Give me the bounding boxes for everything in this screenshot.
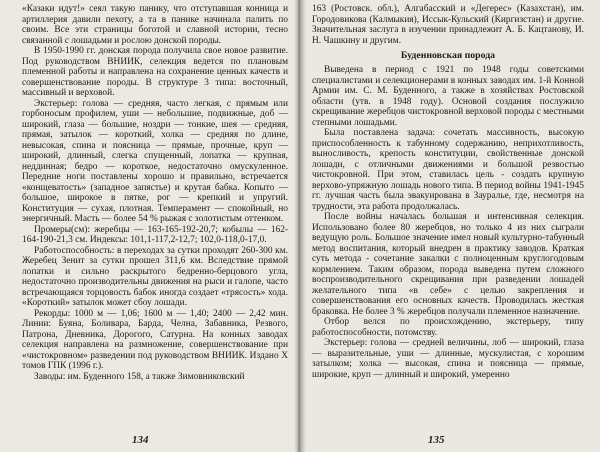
paragraph: Рекорды: 1000 м — 1,06; 1600 м — 1,40; 2400 — 2,42 мин. Линии: Буяна, Боливара, Барда, Челна, Забавника, Резвого, Патрона, Дневника, Дорогого, Сатурна. На конных заводах селекция направлена на размножение, совершенствование при «чистокровном» разведении под руководством ВНИИК. Издано Х томов ГПК (1996 г.). (22, 308, 288, 371)
paragraph: 163 (Ростовск. обл.), Алгабасский и «Дегерес» (Казахстан), им. Городовикова (Калмыкия), Иссык-Кульский (Киргизстан) и другие. Значительная заслуга в изучении принадлежит А. Б. Кацтанову, И. Н. Чашкину и другим. (312, 4, 584, 46)
paragraph: Экстерьер: голова — средней величины, лоб — широкий, глаза — выразительные, уши — длинные, мускулистая, с хорошим затылком; холка — высокая, спина и поясница — прямые, широкие, круп — длинный и широкий, умеренно (312, 338, 584, 380)
left-page (0, 0, 298, 452)
paragraph: Работоспособность: в переходах за сутки проходят 260-300 км. Жеребец Зенит за сутки прошел 311,6 км. Вследствие прямой лопатки и сильно раскрытого бедренно-берцового угла, недостаточно производительны движения на рыси и галопе, часто встречающаяся торцовость бабок иногда создает «трясость» хода. «Короткий» затылок может сбоу лошади. (22, 245, 288, 308)
right-page-text (312, 4, 584, 380)
left-page-text (22, 4, 288, 382)
section-heading: Буденновская порода (400, 50, 496, 61)
book-spine (294, 0, 306, 452)
right-page (300, 0, 600, 452)
paragraph: Заводы: им. Буденного 158, а также Зимовниковский (34, 371, 245, 382)
paragraph: «Казаки идут!» сеял такую панику, что отступавшая конница и артиллерия давили пехоту, а та в панике начинала палить по своим. Все эти страницы боготой и славной истории, тесно связанной с лошадьми и рослою донской породы. (22, 4, 288, 46)
paragraph: Отбор велся по происхождению, экстерьеру, типу работоспособности, потомству. (312, 317, 584, 338)
paragraph: После войны началась большая и интенсивная селекция. Использовано более 80 жеребцов, но только 4 из них сыграли ведущую роль. Большое значение имел новый культурно-табунный метод воспитания, который внедрен в практику заводов. Краткая суть метода - сочетание закалки с полноценным круглогодовым кормлением. Таким образом, порода выведена путем сложного воспроизводительного скрещивания при разведении лошадей желательного типа «в себе» с целью закрепления и совершенствования его основных качеств. Проводилась жесткая браковка. Не более 3 % жеребцов получали племенное назначение. (312, 212, 584, 317)
page-number: 134 (132, 434, 149, 446)
paragraph: Выведена в период с 1921 по 1948 годы советскими специалистами и селекционерами в конных заводах им. 1-й Конной Армии им. С. М. Буденного, а также в хозяйствах Ростовской области (утв. в 1948 году). Основой создания послужило скрещивание жеребцов чистокровной верховой породы с местными степными лошадьми. (312, 65, 584, 128)
paragraph: Была поставлена задача: сочетать массивность, высокую приспособленность к табунному содержанию, неприхотливость, выносливость, крепость конституции, свойственные донской лошади, с отличными движениями и большой резвостью чистокровной. При этом, ставилась цель - создать крупную верхово-упряжную лошадь нового типа. В период войны 1941-1945 гг. лучшая часть была эвакуирована в Зауралье, где, несмотря на трудности, эта работа продолжалась. (312, 128, 584, 212)
paragraph: Промеры(см): жеребцы — 163-165-192-20,7; кобылы — 162-164-190-21,3 см. Индексы: 101,1-117,2-12,7; 102,0-118,0-17,0. (22, 224, 288, 245)
page-number: 135 (428, 434, 445, 446)
paragraph: В 1950-1990 гг. донская порода получила свое новое развитие. Под руководством ВНИИК, селекция ведется по плановым племенной работы и направлена на сохранение ценных качеств и совершенствование породы. В структуре 3 типа: восточный, массивный и верховой. (22, 46, 288, 98)
paragraph: Экстерьер: голова — средняя, часто легкая, с прямым или горбоносым профилем, уши — небольшие, подвижные, доб — широкий, глаза — большие, ноздри — тонкие, шея — средняя, прямая, затылок — короткий, холка — средняя по длине, невысокая, спина и поясница — прямые, прочные, круп — широкий, длинный, слегка спущенный, лопатка — крупная, неддинная; бедро — короткое, недостаточно омускуленное. Передние ноги поставлены хорошо и правильно, встречается «конщеватость» (западное запястье) и крутая бабка. Копыто — большое, широкое в пятке, рог — крепкий и упругий. Конституция — сухая, плотная. Темперамент — спокойный, но энергичный. Масть — более 54 % рыжая с золотистым оттенком. (22, 98, 288, 224)
